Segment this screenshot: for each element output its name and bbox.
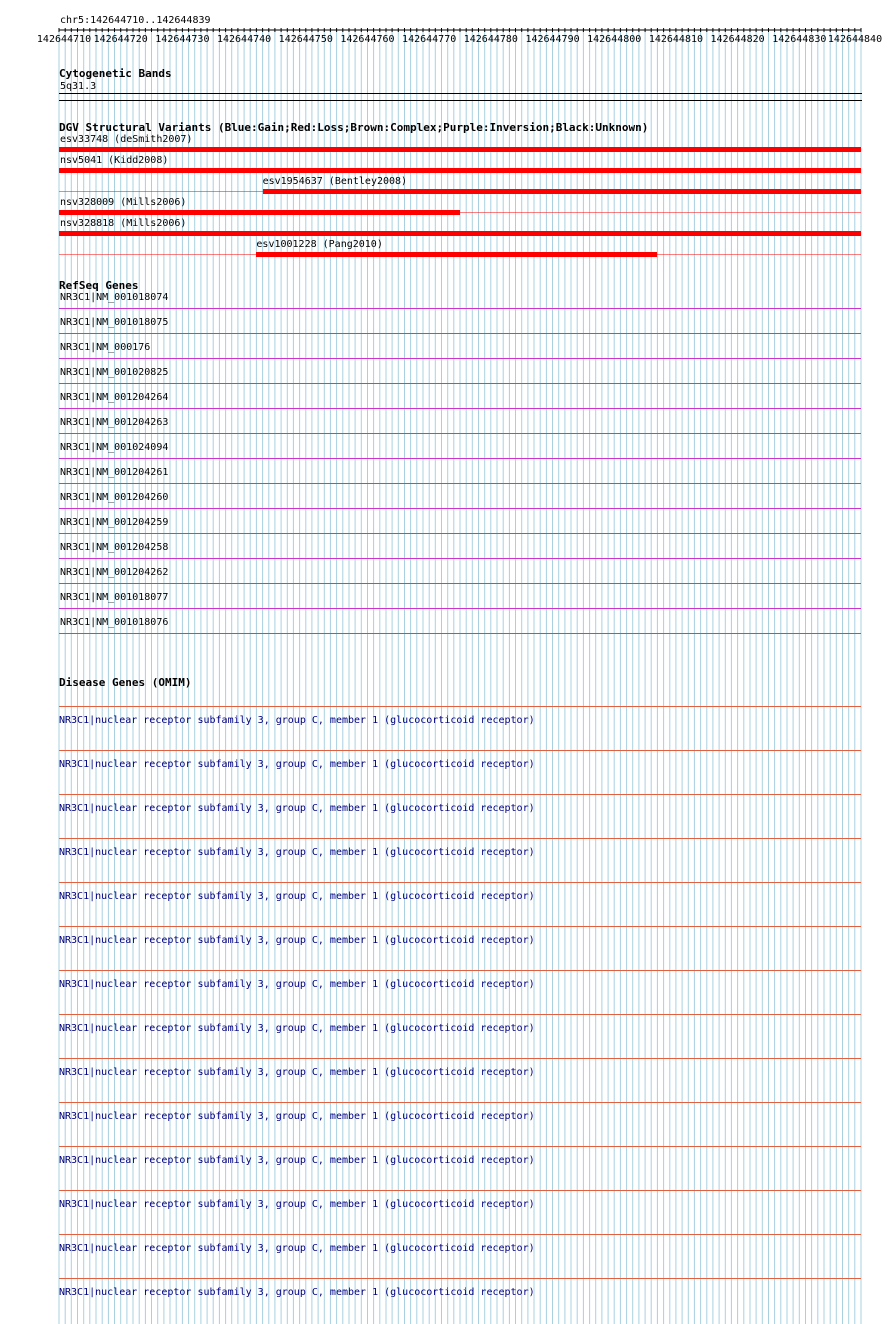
- region-label: chr5:142644710..142644839: [60, 15, 211, 26]
- omim-gene-label[interactable]: NR3C1|nuclear receptor subfamily 3, group C, member 1 (glucocorticoid receptor): [59, 759, 535, 770]
- omim-gene-line[interactable]: [59, 706, 861, 707]
- dgv-row-line: [59, 254, 861, 255]
- dgv-variant-label[interactable]: nsv328009 (Mills2006): [60, 197, 187, 208]
- refseq-gene-label[interactable]: NR3C1|NM_001204260: [60, 492, 169, 503]
- omim-gene-line[interactable]: [59, 1102, 861, 1103]
- refseq-gene-line[interactable]: [59, 483, 861, 484]
- refseq-gene-line[interactable]: [59, 383, 861, 384]
- ruler-tick-label: 142644810: [648, 34, 704, 45]
- ruler-tick-label: 142644720: [93, 34, 148, 45]
- ruler-tick-label: 142644740: [216, 34, 272, 45]
- ruler-tick-label: 142644790: [525, 34, 580, 45]
- dgv-row-line: [59, 149, 861, 150]
- ruler-tick-label: 142644760: [340, 34, 395, 45]
- omim-gene-line[interactable]: [59, 1278, 861, 1279]
- omim-gene-line[interactable]: [59, 882, 861, 883]
- refseq-gene-label[interactable]: NR3C1|NM_001204258: [60, 542, 169, 553]
- refseq-gene-label[interactable]: NR3C1|NM_001018076: [60, 617, 169, 628]
- omim-gene-label[interactable]: NR3C1|nuclear receptor subfamily 3, group C, member 1 (glucocorticoid receptor): [59, 935, 535, 946]
- refseq-gene-line[interactable]: [59, 633, 861, 634]
- omim-gene-label[interactable]: NR3C1|nuclear receptor subfamily 3, group C, member 1 (glucocorticoid receptor): [59, 1023, 535, 1034]
- omim-gene-label[interactable]: NR3C1|nuclear receptor subfamily 3, group C, member 1 (glucocorticoid receptor): [59, 1243, 535, 1254]
- omim-gene-label[interactable]: NR3C1|nuclear receptor subfamily 3, group C, member 1 (glucocorticoid receptor): [59, 1199, 535, 1210]
- omim-gene-label[interactable]: NR3C1|nuclear receptor subfamily 3, group C, member 1 (glucocorticoid receptor): [59, 715, 535, 726]
- dgv-variant-label[interactable]: esv1001228 (Pang2010): [256, 239, 383, 250]
- dgv-title: DGV Structural Variants (Blue:Gain;Red:Loss;Brown:Complex;Purple:Inversion;Black:Unknown): [59, 121, 649, 134]
- refseq-gene-label[interactable]: NR3C1|NM_001204259: [60, 517, 169, 528]
- omim-gene-line[interactable]: [59, 794, 861, 795]
- omim-gene-line[interactable]: [59, 1190, 861, 1191]
- omim-gene-line[interactable]: [59, 970, 861, 971]
- omim-gene-line[interactable]: [59, 1014, 861, 1015]
- ruler-tick-label: 142644750: [278, 34, 333, 45]
- omim-gene-label[interactable]: NR3C1|nuclear receptor subfamily 3, group C, member 1 (glucocorticoid receptor): [59, 979, 535, 990]
- refseq-gene-line[interactable]: [59, 333, 861, 334]
- refseq-gene-line[interactable]: [59, 583, 861, 584]
- refseq-gene-label[interactable]: NR3C1|NM_001204263: [60, 417, 169, 428]
- cytoband-track-bottom: [59, 100, 862, 101]
- ruler-tick-label: 142644830: [772, 34, 827, 45]
- refseq-gene-line[interactable]: [59, 433, 861, 434]
- omim-gene-line[interactable]: [59, 1234, 861, 1235]
- dgv-variant-label[interactable]: nsv5041 (Kidd2008): [60, 155, 169, 166]
- refseq-gene-line[interactable]: [59, 308, 861, 309]
- refseq-gene-label[interactable]: NR3C1|NM_001018077: [60, 592, 169, 603]
- refseq-title: RefSeq Genes: [59, 279, 139, 292]
- omim-gene-label[interactable]: NR3C1|nuclear receptor subfamily 3, group C, member 1 (glucocorticoid receptor): [59, 1155, 535, 1166]
- ruler-tick-label: 142644820: [710, 34, 765, 45]
- omim-gene-label[interactable]: NR3C1|nuclear receptor subfamily 3, group C, member 1 (glucocorticoid receptor): [59, 803, 535, 814]
- ruler-tick-label: 142644840: [827, 34, 883, 45]
- ruler-tick-label: 142644710: [36, 34, 92, 45]
- refseq-gene-label[interactable]: NR3C1|NM_001018074: [60, 292, 169, 303]
- cytoband-title: Cytogenetic Bands: [59, 67, 172, 80]
- omim-gene-label[interactable]: NR3C1|nuclear receptor subfamily 3, group C, member 1 (glucocorticoid receptor): [59, 1111, 535, 1122]
- omim-title: Disease Genes (OMIM): [59, 676, 192, 689]
- ruler-tick-label: 142644770: [402, 34, 457, 45]
- dgv-row-line: [59, 170, 861, 171]
- refseq-gene-line[interactable]: [59, 358, 861, 359]
- dgv-variant-label[interactable]: esv1954637 (Bentley2008): [262, 176, 408, 187]
- refseq-gene-label[interactable]: NR3C1|NM_001024094: [60, 442, 169, 453]
- refseq-gene-label[interactable]: NR3C1|NM_001020825: [60, 367, 169, 378]
- dgv-variant-label[interactable]: nsv328818 (Mills2006): [60, 218, 187, 229]
- omim-gene-line[interactable]: [59, 838, 861, 839]
- omim-gene-line[interactable]: [59, 1058, 861, 1059]
- refseq-gene-line[interactable]: [59, 533, 861, 534]
- refseq-gene-label[interactable]: NR3C1|NM_001018075: [60, 317, 169, 328]
- dgv-row-line: [59, 212, 861, 213]
- omim-gene-line[interactable]: [59, 750, 861, 751]
- ruler-tick-label: 142644730: [155, 34, 210, 45]
- ruler-tick-label: 142644800: [587, 34, 642, 45]
- omim-gene-line[interactable]: [59, 926, 861, 927]
- omim-gene-label[interactable]: NR3C1|nuclear receptor subfamily 3, group C, member 1 (glucocorticoid receptor): [59, 1067, 535, 1078]
- refseq-gene-line[interactable]: [59, 608, 861, 609]
- refseq-gene-line[interactable]: [59, 458, 861, 459]
- refseq-gene-label[interactable]: NR3C1|NM_001204264: [60, 392, 169, 403]
- dgv-row-line: [59, 233, 861, 234]
- refseq-gene-line[interactable]: [59, 558, 861, 559]
- cytoband-track-line: [59, 93, 862, 94]
- refseq-gene-label[interactable]: NR3C1|NM_001204261: [60, 467, 169, 478]
- dgv-variant-label[interactable]: esv33748 (deSmith2007): [60, 134, 193, 145]
- omim-gene-line[interactable]: [59, 1146, 861, 1147]
- refseq-gene-line[interactable]: [59, 408, 861, 409]
- refseq-gene-label[interactable]: NR3C1|NM_000176: [60, 342, 151, 353]
- refseq-gene-line[interactable]: [59, 508, 861, 509]
- ruler-tick-label: 142644780: [463, 34, 518, 45]
- omim-gene-label[interactable]: NR3C1|nuclear receptor subfamily 3, group C, member 1 (glucocorticoid receptor): [59, 1287, 535, 1298]
- omim-gene-label[interactable]: NR3C1|nuclear receptor subfamily 3, group C, member 1 (glucocorticoid receptor): [59, 847, 535, 858]
- cytoband-label: 5q31.3: [60, 81, 97, 92]
- dgv-row-line: [59, 191, 861, 192]
- refseq-gene-label[interactable]: NR3C1|NM_001204262: [60, 567, 169, 578]
- omim-gene-label[interactable]: NR3C1|nuclear receptor subfamily 3, group C, member 1 (glucocorticoid receptor): [59, 891, 535, 902]
